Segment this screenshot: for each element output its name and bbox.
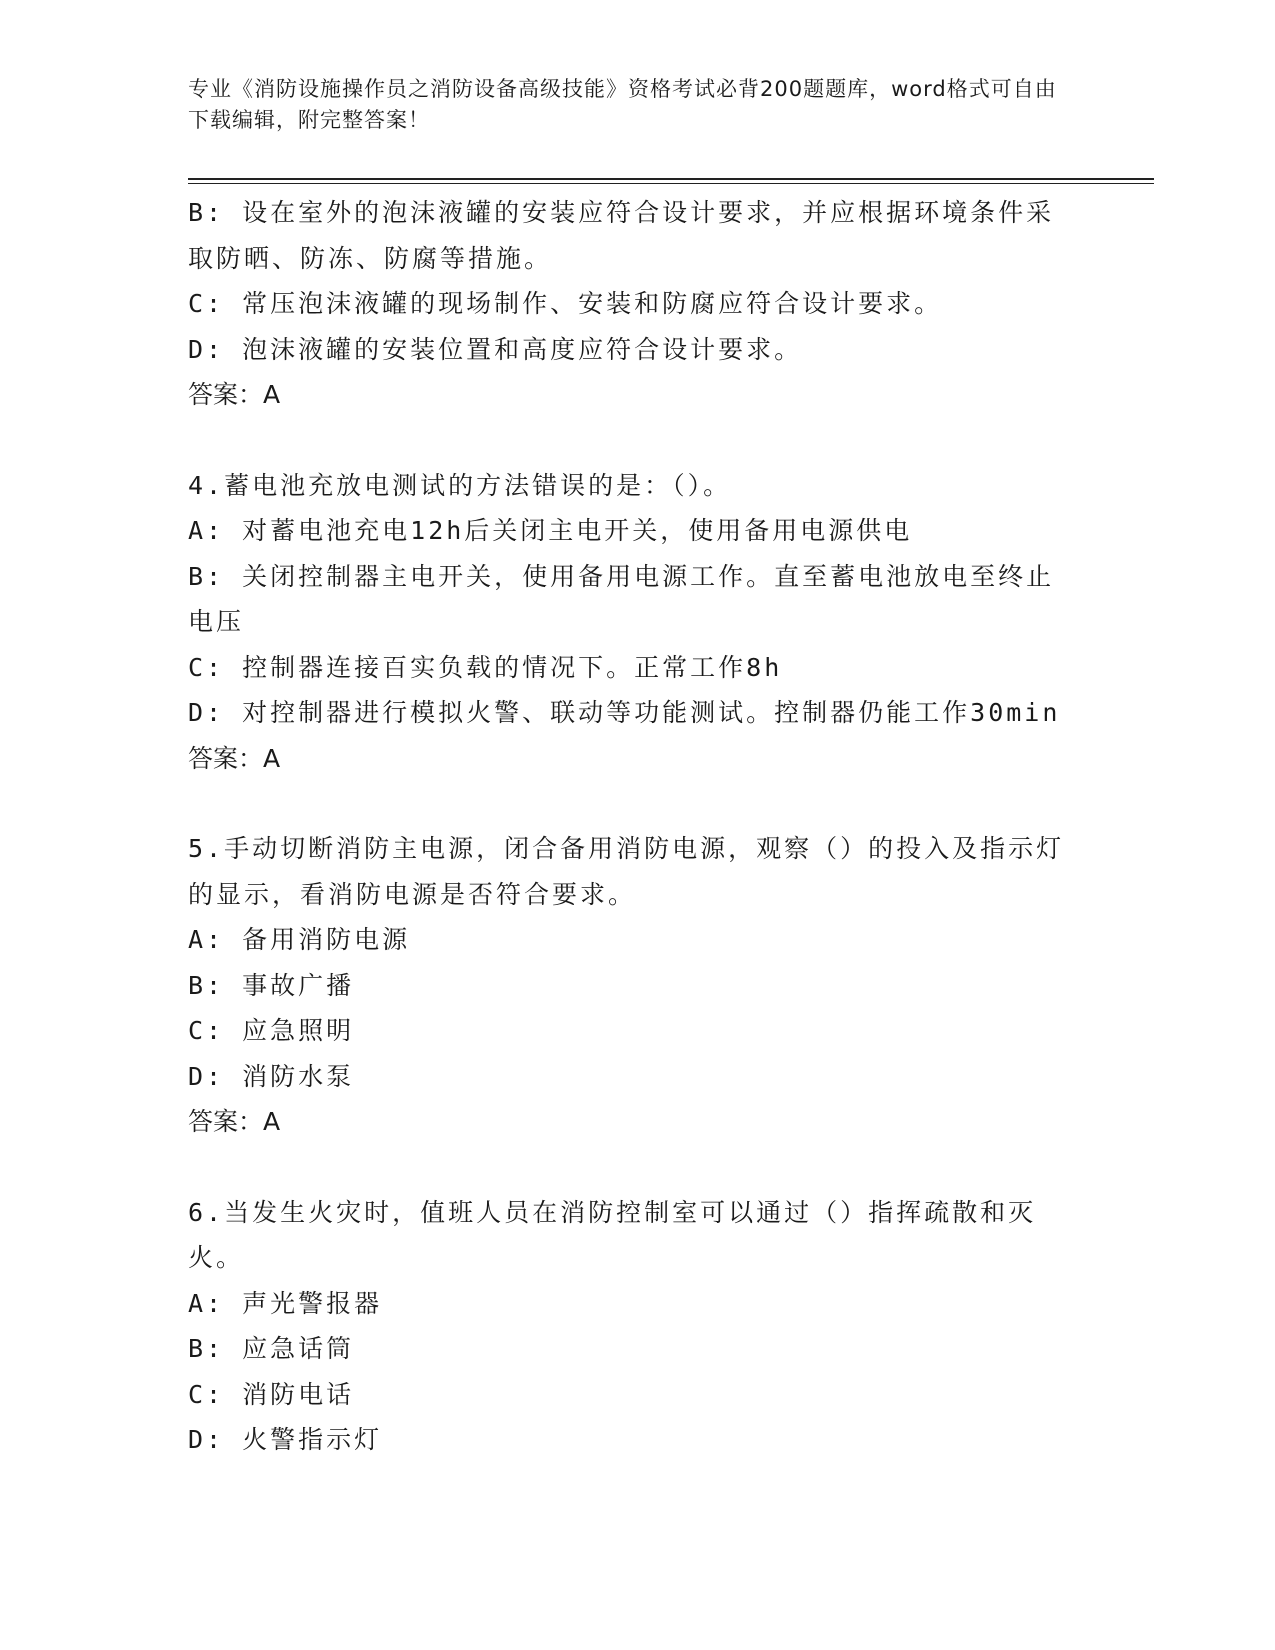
question-4-stem: 4.蓄电池充放电测试的方法错误的是：（）。 — [188, 470, 732, 500]
question-5-option-b: B: 事故广播 — [188, 970, 355, 1000]
question-6-option-a: A: 声光警报器 — [188, 1288, 383, 1318]
question-3-answer: 答案：A — [188, 380, 281, 409]
question-4-option-a: A: 对蓄电池充电12h后关闭主电开关，使用备用电源供电 — [188, 516, 913, 545]
question-5-option-c: C: 应急照明 — [188, 1016, 355, 1045]
question-5-stem: 5.手动切断消防主电源，闭合备用消防电源，观察（）的投入及指示灯的显示，看消防电源是否符合要求。 — [188, 834, 1065, 909]
spacer — [188, 418, 1068, 463]
question-content — [188, 190, 1068, 1463]
question-6-stem: 6.当发生火灾时，值班人员在消防控制室可以通过（）指挥疏散和灭火。 — [188, 1197, 1037, 1272]
question-4-option-b: B: 关闭控制器主电开关，使用备用电源工作。直至蓄电池放电至终止电压 — [188, 561, 1055, 636]
question-6-option-b: B: 应急话筒 — [188, 1334, 355, 1363]
spacer — [188, 1145, 1068, 1190]
header-rule-thick — [188, 178, 1154, 180]
question-6-option-c: C: 消防电话 — [188, 1379, 355, 1409]
question-5-option-d: D: 消防水泵 — [188, 1061, 355, 1091]
header-rule-thin — [188, 183, 1154, 184]
spacer — [188, 781, 1068, 826]
question-3-option-d: D: 泡沫液罐的安装位置和高度应符合设计要求。 — [188, 334, 803, 364]
question-5-answer: 答案：A — [188, 1107, 281, 1136]
question-3-continued — [188, 190, 1068, 418]
question-4-answer: 答案：A — [188, 743, 281, 773]
question-4 — [188, 463, 1068, 782]
question-4-option-d: D: 对控制器进行模拟火警、联动等功能测试。控制器仍能工作30min — [188, 698, 1061, 727]
question-3-option-c: C: 常压泡沫液罐的现场制作、安装和防腐应符合设计要求。 — [188, 289, 943, 318]
question-5-option-a: A: 备用消防电源 — [188, 925, 411, 954]
question-6 — [188, 1190, 1068, 1463]
question-5 — [188, 826, 1068, 1145]
question-4-option-c: C: 控制器连接百实负载的情况下。正常工作8h — [188, 652, 783, 682]
question-6-option-d: D: 火警指示灯 — [188, 1425, 383, 1454]
document-header: 专业《消防设施操作员之消防设备高级技能》资格考试必背200题题库，word格式可自由下载编辑，附完整答案！ — [188, 77, 1057, 132]
question-3-option-b: B: 设在室外的泡沫液罐的安装应符合设计要求，并应根据环境条件采取防晒、防冻、防腐等措施。 — [188, 198, 1055, 273]
